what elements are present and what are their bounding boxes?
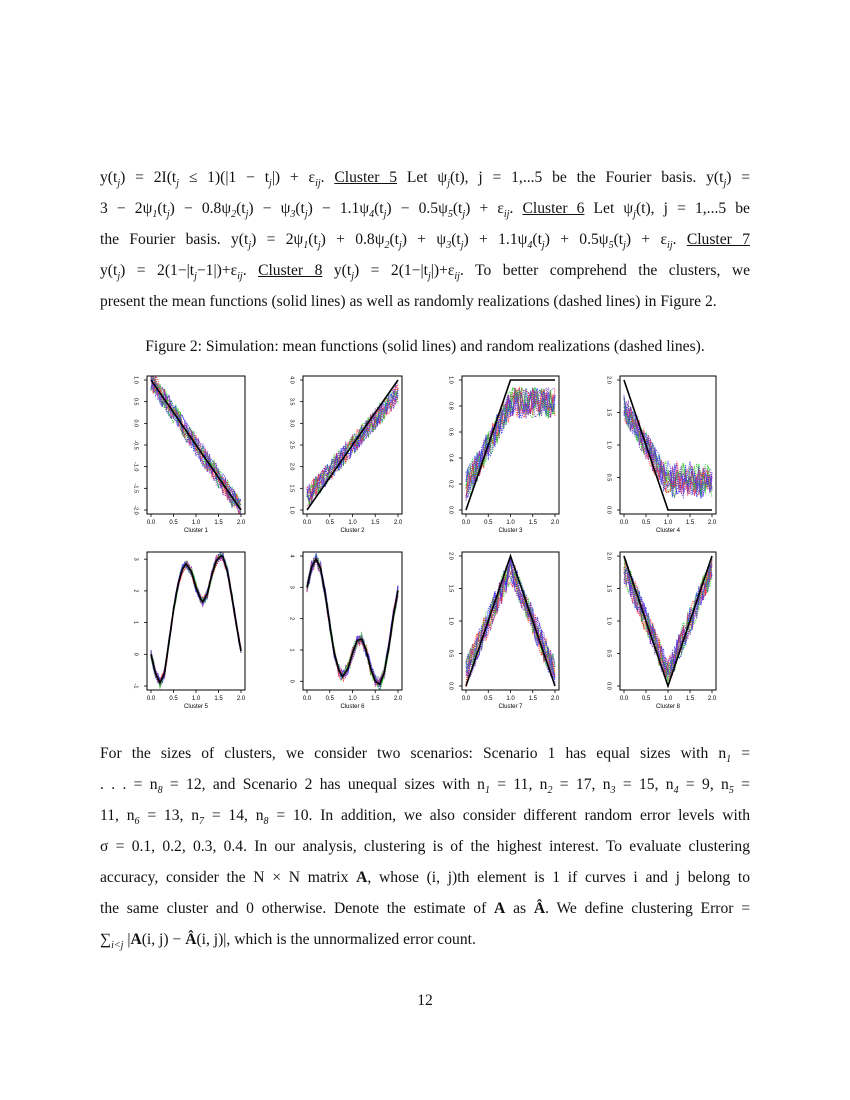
x-tick-label: 2.0	[393, 520, 403, 526]
cluster-plot-7	[448, 552, 560, 710]
y-tick-label: 0.4	[447, 454, 454, 462]
x-tick-label: 0.0	[619, 696, 629, 702]
random-realizations	[624, 395, 712, 498]
cluster-label: Cluster 8	[258, 262, 323, 279]
x-tick-label: 2.0	[393, 696, 403, 702]
x-tick-label: 1.0	[663, 696, 673, 702]
y-tick-label: 1.0	[605, 441, 612, 449]
x-tick-label: 0.0	[461, 696, 471, 702]
y-tick-label: 0.0	[605, 682, 612, 690]
mean-function-line	[624, 556, 712, 686]
y-tick-label: 0.0	[132, 419, 139, 428]
y-tick-label: -1.0	[132, 461, 139, 472]
plot-frame	[620, 376, 716, 514]
x-tick-label: 1.0	[348, 520, 357, 526]
plot-frame	[147, 552, 245, 690]
y-tick-label: 1.0	[447, 617, 454, 625]
random-realizations	[466, 387, 555, 500]
x-tick-label: 0.5	[169, 520, 178, 526]
y-tick-label: 1.5	[447, 584, 454, 593]
y-tick-label: 2.0	[605, 376, 612, 384]
x-tick-label: 1.0	[191, 520, 201, 526]
bottom-paragraph-line: $\sum_{i<j}$ |A(i, j) − Â(i, j)|, which is the unnormalized error count.	[100, 931, 476, 952]
x-axis-label: Cluster 4	[655, 528, 681, 534]
random-realizations	[151, 552, 241, 688]
x-tick-label: 0.5	[484, 696, 493, 702]
figure-caption: Figure 2: Simulation: mean functions (solid lines) and random realizations (dashed lines).	[145, 338, 705, 355]
bottom-paragraph-line: For the sizes of clusters, we consider two scenarios: Scenario 1 has equal sizes with $n_1$ =	[100, 745, 750, 766]
y-tick-label: 3.5	[288, 397, 295, 406]
x-tick-label: 1.5	[371, 696, 380, 702]
cluster-label: Cluster 7	[686, 231, 750, 248]
x-tick-label: 1.5	[528, 520, 537, 526]
x-tick-label: 1.5	[685, 696, 695, 702]
y-tick-label: 0.5	[132, 397, 139, 406]
mean-function-line	[307, 559, 398, 684]
random-realizations	[151, 369, 241, 520]
x-tick-label: 0.5	[641, 696, 651, 702]
y-tick-label: 1.0	[447, 376, 454, 384]
x-tick-label: 1.5	[214, 696, 223, 702]
x-axis-label: Cluster 7	[498, 704, 523, 710]
mean-function-line	[307, 380, 398, 510]
cluster-plot-1	[133, 369, 246, 534]
y-tick-label: 1.5	[605, 584, 612, 593]
x-tick-label: 2.0	[707, 696, 717, 702]
cluster-label: Cluster 5	[334, 169, 398, 186]
bottom-paragraph-line: 11, $n_6 = 13$, $n_7 = 14$, $n_8 = 10$. In addition, we also consider different random error levels with	[100, 807, 750, 828]
mean-function-line	[466, 556, 555, 686]
cluster-plot-2	[289, 376, 403, 534]
x-tick-label: 2.0	[550, 696, 560, 702]
x-tick-label: 1.0	[506, 696, 515, 702]
x-axis-label: Cluster 1	[183, 528, 209, 534]
random-realizations	[307, 553, 398, 690]
cluster-plot-3	[448, 376, 560, 534]
y-tick-label: 2	[132, 589, 139, 593]
x-tick-label: 1.5	[214, 520, 223, 526]
x-tick-label: 1.0	[191, 696, 201, 702]
x-tick-label: 1.5	[528, 696, 537, 702]
page-number: 12	[417, 992, 433, 1009]
cluster-label: Cluster 6	[522, 200, 585, 217]
y-tick-label: 0.2	[447, 480, 454, 488]
top-paragraph-line: $y(t_j) = 2(1-|t_j-1|)+\varepsilon_{ij}$. Cluster 8 $y(t_j) = 2(1-|t_j|)+\varepsilon_{ij}$. To better comprehend the clusters, we	[100, 262, 750, 283]
cluster-plot-8	[606, 552, 717, 710]
y-tick-label: 0.0	[605, 506, 612, 514]
x-tick-label: 0.0	[146, 696, 156, 702]
x-tick-label: 1.5	[685, 520, 695, 526]
y-tick-label: 0.5	[447, 649, 454, 658]
y-tick-label: 3	[288, 585, 295, 589]
x-tick-label: 0.5	[169, 696, 178, 702]
y-tick-label: 1.0	[132, 376, 139, 384]
cluster-plot-6	[289, 552, 403, 710]
top-paragraph-line: present the mean functions (solid lines) as well as randomly realizations (dashed lines) in Figure 2.	[100, 293, 717, 310]
mean-function-line	[151, 556, 241, 683]
plot-frame	[147, 376, 245, 514]
y-tick-label: 2	[288, 617, 295, 621]
x-tick-label: 0.5	[484, 520, 493, 526]
y-tick-label: 4.0	[288, 376, 295, 384]
y-tick-label: 1.0	[288, 506, 295, 514]
y-tick-label: 0	[132, 652, 139, 656]
y-tick-label: 4	[288, 554, 295, 558]
x-tick-label: 0.0	[619, 520, 629, 526]
cluster-plot-4	[606, 376, 717, 534]
y-tick-label: 1	[132, 621, 139, 625]
plot-frame	[303, 552, 402, 690]
y-tick-label: 3.0	[288, 419, 295, 428]
x-axis-label: Cluster 6	[340, 704, 365, 710]
y-tick-label: 2.0	[605, 552, 612, 560]
random-realizations	[466, 556, 555, 687]
random-realizations	[307, 382, 398, 506]
y-tick-label: 3	[132, 557, 139, 561]
x-tick-label: 2.0	[236, 696, 246, 702]
top-paragraph-line: $3 - 2\psi_1(t_j) - 0.8\psi_2(t_j) - \psi_3(t_j) - 1.1\psi_4(t_j) - 0.5\psi_5(t_j) + \varepsilon_{ij}$. Cluster 6 Let $\psi_j(t)$, j = 1,...5 be	[100, 200, 750, 221]
top-paragraph-line: the Fourier basis. $y(t_j) = 2\psi_1(t_j) + 0.8\psi_2(t_j) + \psi_3(t_j) + 1.1\psi_4(t_j) + 0.5\psi_5(t_j) + \varepsilon_{ij}$. Cluster 7	[100, 231, 750, 252]
x-tick-label: 1.5	[371, 520, 380, 526]
x-tick-label: 0.5	[641, 520, 651, 526]
bottom-paragraph-line: accuracy, consider the N × N matrix A, whose (i, j)th element is 1 if curves i and j belong to	[100, 869, 751, 886]
y-tick-label: 2.0	[447, 552, 454, 560]
bottom-paragraph-line: σ = 0.1, 0.2, 0.3, 0.4. In our analysis, clustering is of the highest interest. To evaluate clustering	[100, 838, 750, 855]
x-tick-label: 0.0	[146, 520, 156, 526]
bottom-paragraph-line: the same cluster and 0 otherwise. Denote the estimate of A as Â. We define clustering Error =	[100, 900, 750, 917]
x-tick-label: 0.0	[461, 520, 471, 526]
x-tick-label: 2.0	[236, 520, 246, 526]
y-tick-label: -1.5	[132, 483, 139, 494]
x-tick-label: 1.0	[506, 520, 515, 526]
plot-frame	[462, 552, 559, 690]
y-tick-label: 2.0	[288, 462, 295, 471]
x-tick-label: 0.0	[302, 696, 312, 702]
y-tick-label: 1.5	[605, 408, 612, 417]
y-tick-label: -1	[132, 683, 139, 689]
plot-frame	[462, 376, 559, 514]
y-tick-label: 1.0	[605, 617, 612, 625]
x-tick-label: 0.0	[302, 520, 312, 526]
y-tick-label: 0.8	[447, 402, 454, 410]
y-tick-label: 0.6	[447, 428, 454, 436]
mean-function-line	[151, 380, 241, 510]
x-tick-label: 0.5	[325, 696, 334, 702]
random-realizations	[624, 556, 712, 687]
x-tick-label: 2.0	[707, 520, 717, 526]
y-tick-label: 0.5	[605, 649, 612, 658]
cluster-plot-5	[133, 552, 246, 710]
body-paragraph-cluster-definitions	[100, 162, 750, 317]
y-tick-label: 1.5	[288, 484, 295, 493]
plot-frame	[620, 552, 716, 690]
mean-function-line	[466, 380, 555, 510]
x-axis-label: Cluster 5	[183, 704, 209, 710]
x-axis-label: Cluster 3	[498, 528, 523, 534]
x-tick-label: 0.5	[325, 520, 334, 526]
x-tick-label: 1.0	[663, 520, 673, 526]
plot-frame	[303, 376, 402, 514]
y-tick-label: 2.5	[288, 441, 295, 449]
y-tick-label: -0.5	[132, 440, 139, 450]
bottom-paragraph-line: . . . = $n_8 = 12$, and Scenario 2 has unequal sizes with $n_1 = 11$, $n_2 = 17$, $n_3 = 15$, $n_4 = 9$, $n_5$ =	[100, 776, 750, 797]
y-tick-label: 0.5	[605, 473, 612, 482]
mean-function-line	[624, 380, 712, 510]
x-tick-label: 1.0	[348, 696, 357, 702]
y-tick-label: 1	[288, 648, 295, 652]
y-tick-label: -2.0	[132, 505, 139, 515]
y-tick-label: 0.0	[447, 682, 454, 690]
y-tick-label: 0	[288, 679, 295, 683]
x-axis-label: Cluster 8	[655, 704, 681, 710]
top-paragraph-line: $y(t_j) = 2I(t_j \le 1)(|1 - t_j|) + \varepsilon_{ij}$. Cluster 5 Let $\psi_j(t)$, j = 1,...5 be the Fourier basis. $y(t_j)$ =	[100, 169, 751, 190]
x-tick-label: 2.0	[550, 520, 560, 526]
body-paragraph-cluster-sizes	[100, 738, 750, 955]
y-tick-label: 0.0	[447, 506, 454, 514]
x-axis-label: Cluster 2	[340, 528, 365, 534]
